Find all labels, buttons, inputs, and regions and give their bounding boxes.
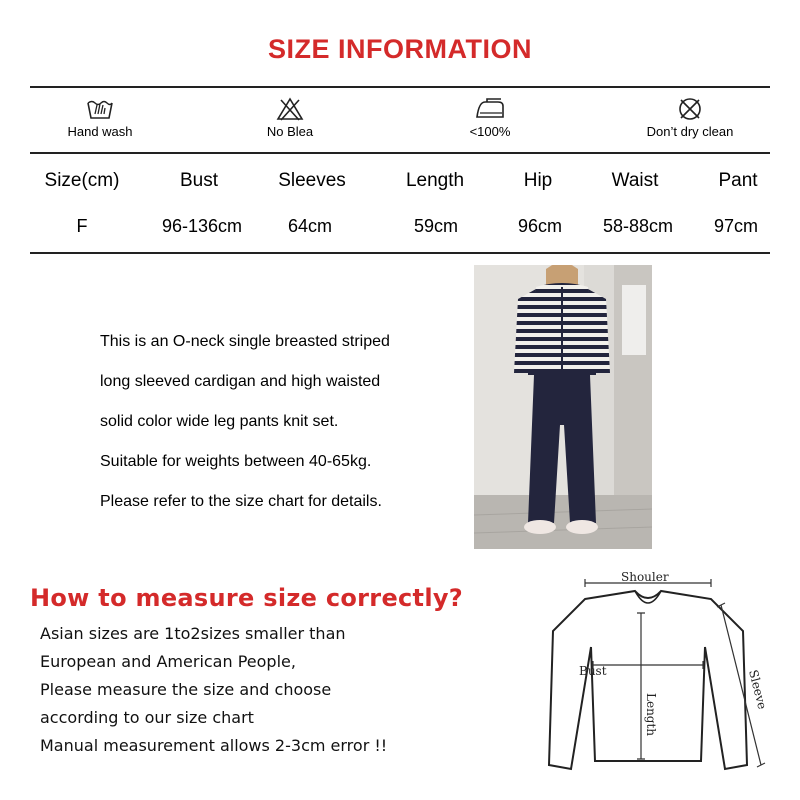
measure-line: Please measure the size and choose: [40, 680, 332, 699]
care-divider: [30, 152, 770, 154]
measure-line: Asian sizes are 1to2sizes smaller than: [40, 624, 346, 643]
no-dry-clean-icon: [676, 96, 704, 122]
bust-label: Bust: [579, 664, 607, 678]
description-line: Suitable for weights between 40-65kg.: [100, 453, 372, 470]
measure-title: How to measure size correctly?: [30, 584, 464, 612]
care-no-dry-clean: [610, 90, 770, 139]
iron-icon: [473, 96, 507, 122]
care-label: <100%: [469, 124, 511, 139]
care-hand-wash: [20, 90, 180, 139]
product-description: [100, 322, 390, 522]
care-label: Hand wash: [67, 124, 133, 139]
size-cell: 97cm: [713, 216, 759, 236]
description-line: long sleeved cardigan and high waisted: [100, 373, 381, 390]
measure-line: Manual measurement allows 2-3cm error !!: [40, 736, 388, 755]
hand-wash-icon: [85, 96, 115, 122]
care-no-bleach: [210, 90, 370, 139]
measure-instructions: [40, 620, 387, 760]
care-iron: [410, 90, 570, 139]
description-line: Please refer to the size chart for details.: [100, 493, 382, 510]
size-header-cell: Waist: [611, 170, 659, 191]
measure-line: European and American People,: [40, 652, 296, 671]
care-label: Don’t dry clean: [646, 124, 734, 139]
length-label: Length: [644, 693, 658, 737]
size-cell: 96-136cm: [161, 216, 243, 236]
measure-line: according to our size chart: [40, 708, 254, 727]
no-bleach-icon: [276, 96, 304, 122]
description-line: This is an O-neck single breasted striped: [100, 333, 390, 350]
size-header-cell: Pant: [718, 170, 758, 191]
care-instructions: [30, 90, 770, 150]
size-header-cell: Sleeves: [278, 170, 346, 191]
size-header-cell: Length: [405, 170, 465, 191]
care-label: No Blea: [266, 124, 314, 139]
size-header-cell: Hip: [523, 170, 553, 191]
page-title: SIZE INFORMATION: [268, 34, 532, 64]
sleeve-label: Sleeve: [746, 668, 770, 711]
description-line: solid color wide leg pants knit set.: [100, 413, 339, 430]
size-cell: 64cm: [287, 216, 333, 236]
size-cell: 58-88cm: [602, 216, 674, 236]
size-cell: F: [76, 216, 88, 236]
size-cell: 59cm: [413, 216, 459, 236]
top-divider: [30, 86, 770, 88]
table-divider: [30, 252, 770, 254]
size-cell: 96cm: [517, 216, 563, 236]
size-header-cell: Bust: [179, 170, 219, 191]
shoulder-label: Shouler: [621, 570, 669, 584]
size-header-cell: Size(cm): [44, 170, 120, 191]
product-photo: [474, 265, 652, 549]
measurement-diagram: [515, 565, 780, 795]
